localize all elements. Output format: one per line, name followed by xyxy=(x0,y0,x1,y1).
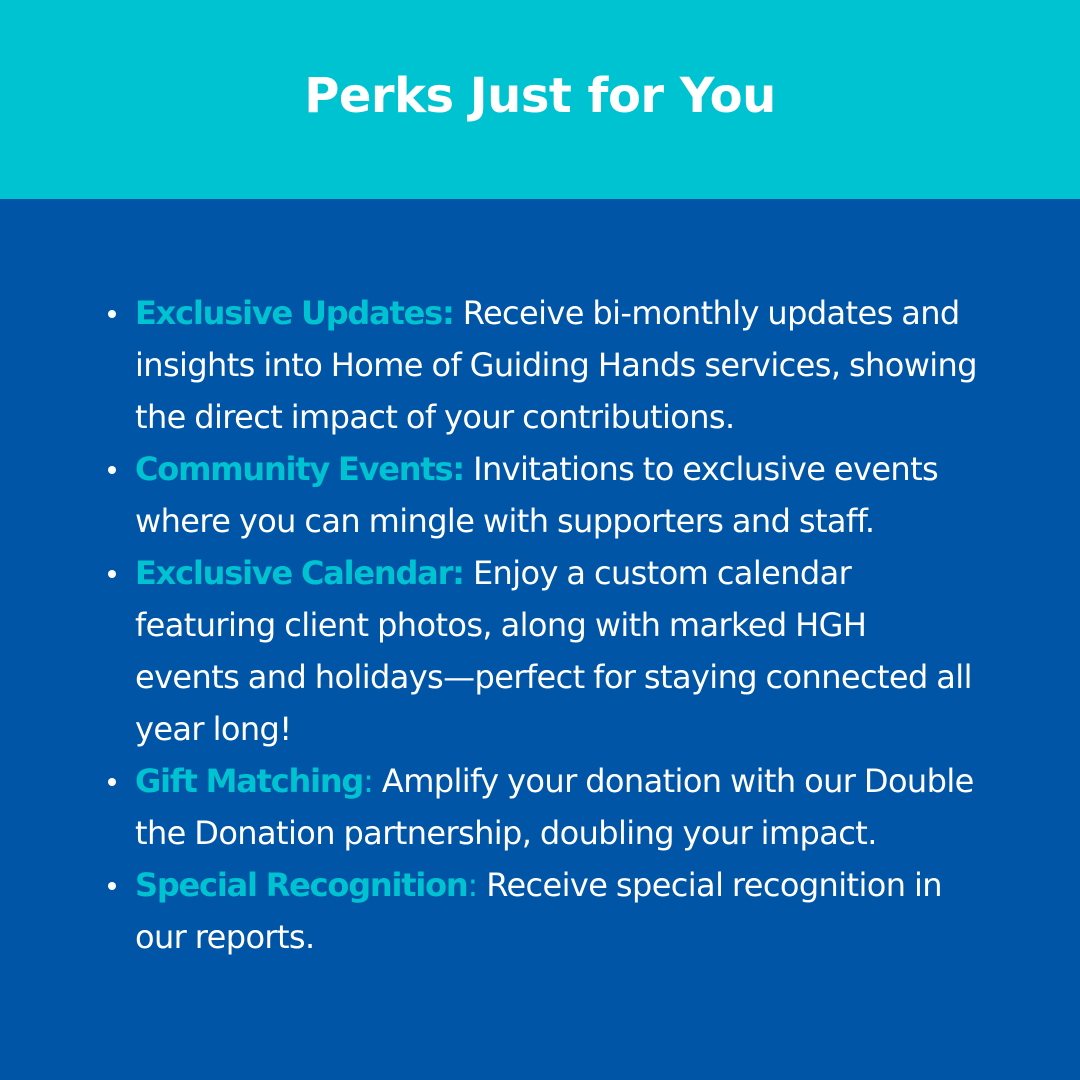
perk-item-gift-matching xyxy=(108,755,978,859)
perk-description: Amplify your donation with our Double the Donation partnership, doubling your impact. xyxy=(135,762,974,852)
perk-item-exclusive-updates xyxy=(108,287,978,443)
perk-colon: : xyxy=(363,762,374,800)
perk-description: Receive special recognition in our reports. xyxy=(135,866,942,956)
perk-colon: : xyxy=(441,294,455,332)
perk-item-special-recognition xyxy=(108,859,978,963)
perk-colon: : xyxy=(452,554,465,592)
perk-list xyxy=(108,287,978,963)
perk-description: Receive bi-monthly updates and insights into Home of Guiding Hands services, showing the direct impact of your contributions. xyxy=(135,294,977,436)
perk-name: Community Events xyxy=(135,450,453,488)
perk-colon: : xyxy=(467,866,478,904)
perk-name: Exclusive Calendar xyxy=(135,554,453,592)
header-banner xyxy=(0,0,1080,199)
bullet-icon xyxy=(108,310,116,318)
perk-item-exclusive-calendar xyxy=(108,547,978,755)
perk-name: Exclusive Updates xyxy=(135,294,442,332)
perk-name: Special Recognition xyxy=(135,866,468,904)
perk-description: Enjoy a custom calendar featuring client photos, along with marked HGH events and holidays—perfect for staying connected all year long! xyxy=(135,554,972,748)
page-title: Perks Just for You xyxy=(304,67,776,124)
bullet-icon xyxy=(108,570,116,578)
bullet-icon xyxy=(108,882,116,890)
perk-name: Gift Matching xyxy=(135,762,364,800)
bullet-icon xyxy=(108,778,116,786)
perk-colon: : xyxy=(452,450,465,488)
perk-description: Invitations to exclusive events where you can mingle with supporters and staff. xyxy=(135,450,939,540)
bullet-icon xyxy=(108,466,116,474)
perk-item-community-events xyxy=(108,443,978,547)
perks-panel xyxy=(0,199,1080,1080)
